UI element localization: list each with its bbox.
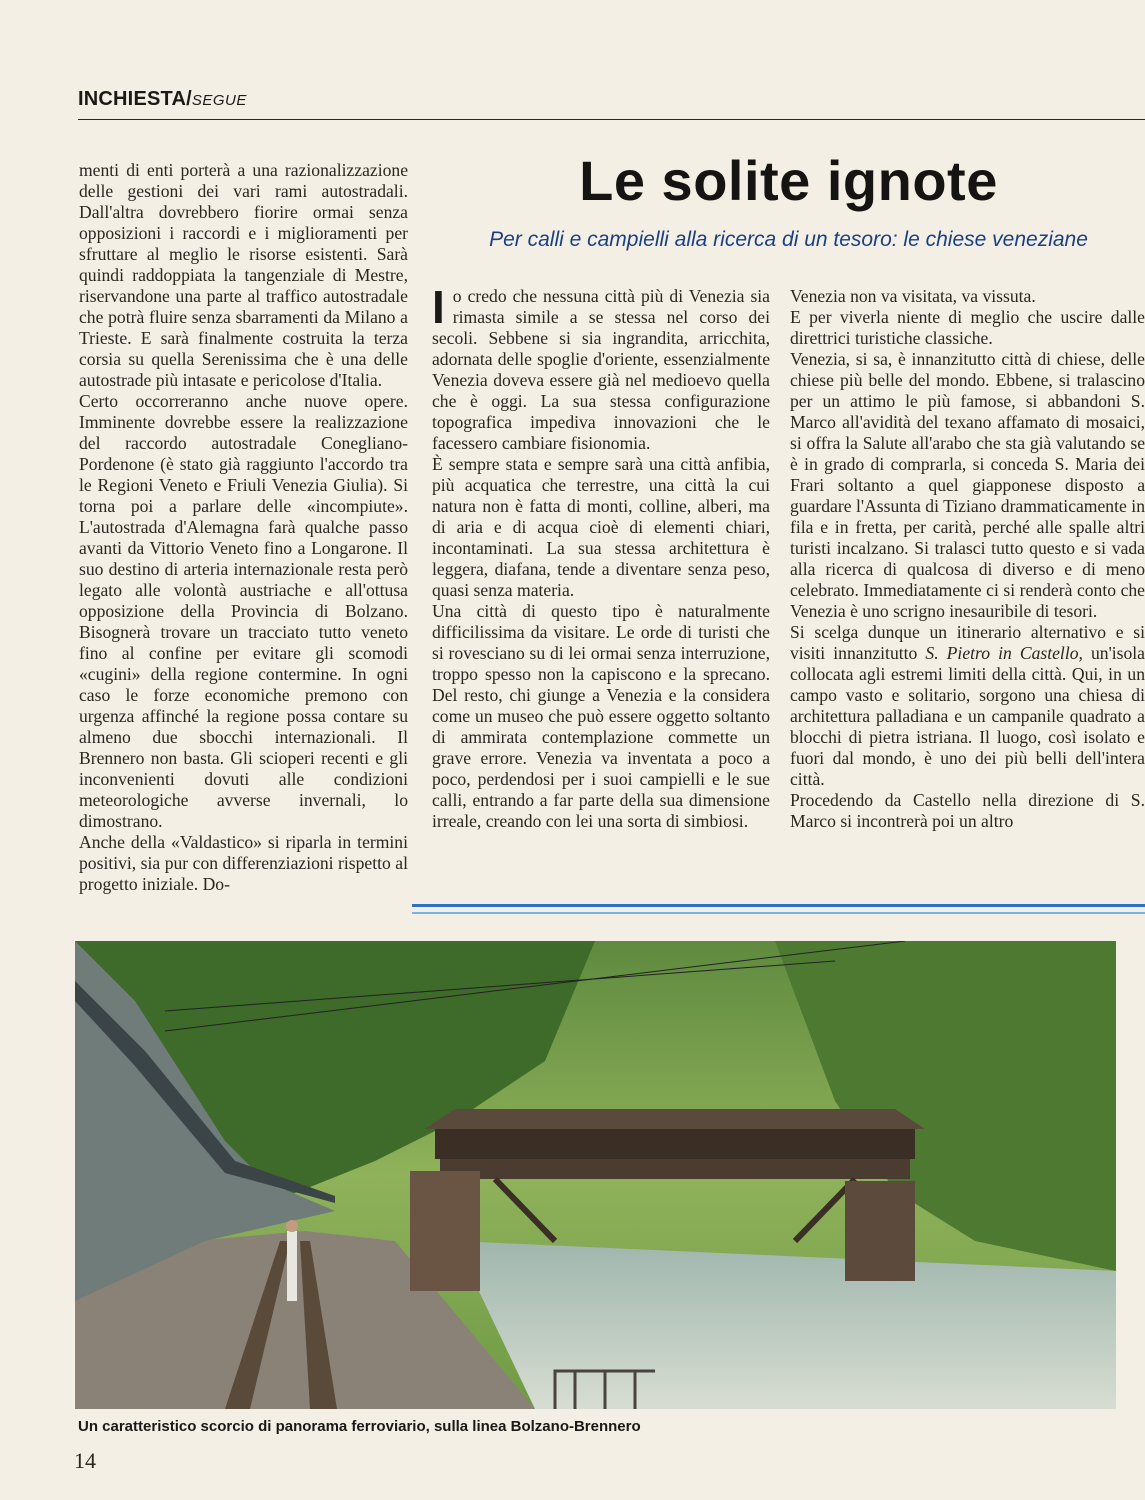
railway-photo bbox=[75, 941, 1116, 1409]
article-title: Le solite ignote bbox=[579, 149, 998, 212]
bridge-pier bbox=[410, 1171, 480, 1291]
paragraph: È sempre stata e sempre sarà una città anfibia, più acquatica che terrestre, una città la cui natura non è fatta di monti, colline, alberi, ma di aria e di acqua cioè di elementi chiari, incontaminati. La sua stessa architettura è leggera, diafana, tende a diventare senza peso, quasi senza materia. bbox=[432, 454, 770, 600]
person-head bbox=[286, 1220, 298, 1232]
section-name: INCHIESTA/ bbox=[78, 88, 192, 110]
photo-caption: Un caratteristico scorcio di panorama ferroviario, sulla linea Bolzano-Brennero bbox=[78, 1418, 641, 1435]
covered-bridge-roof bbox=[425, 1109, 925, 1129]
paragraph-text: o credo che nessuna città più di Venezia sia rimasta simile a se stessa nel corso dei secoli. Sebbene si sia ingrandita, arricchita, adornata delle spoglie d'oriente, essenzialmente Venezia doveva essere già nel medioevo quella che è oggi. La sua stessa configurazione topografica impediva innovazioni che le facessero cambiare fisionomia. bbox=[432, 286, 770, 453]
section-sub: SEGUE bbox=[191, 92, 247, 109]
paragraph: Venezia, si sa, è innanzitutto città di chiese, delle chiese più belle del mondo. Ebbene, si tralascino per un attimo le più famose, si abbandoni S. Marco all'avidità del texano affamato di mosaici, si offra la Salute all'arabo che sta già valutando se è in grado di comprarla, si conceda S. Maria dei Frari soltanto a quel giapponese disposto a guardare l'Assunta di Tiziano drammaticamente in fila e in fretta, per carità, perché alle spalle altri turisti incalzano. Si tralasci tutto questo e si vada alla ricerca di qualcosa di diverso e di meno celebrato. Immediatamente ci si renderà conto che Venezia è uno scrigno inesauribile di tesori. bbox=[790, 349, 1145, 621]
paragraph: Procedendo da Castello nella direzione di S. Marco si incontrerà poi un altro bbox=[790, 790, 1145, 831]
paragraph bbox=[432, 281, 770, 454]
paragraph: Anche della «Valdastico» si riparla in termini positivi, sia pur con differenziazioni rispetto al progetto iniziale. Do- bbox=[79, 832, 408, 894]
page-number: 14 bbox=[74, 1448, 96, 1473]
covered-bridge-roof bbox=[435, 1129, 915, 1159]
paragraph-text: un'isola collocata agli estremi limiti della città. Qui, in un campo vasto e solitario, sorgono una chiesa di architettura palladiana e un campanile quadrato a blocchi di pietra istriana. Il luogo, così isolato e fuori dal mondo, è uno dei più belli dell'intera città. bbox=[790, 643, 1145, 789]
landscape-illustration bbox=[75, 941, 1116, 1409]
person bbox=[287, 1231, 297, 1301]
paragraph: Una città di questo tipo è naturalmente difficilissima da visitare. Le orde di turisti che si rovesciano su di lei ormai senza interruzione, troppo spesso non la capiscono e la sprecano. Del resto, chi giunge a Venezia e la considera come un museo che può essere oggetto soltanto di ammirata contemplazione commette un grave errore. Venezia va inventata a poco a poco, perdendosi per i suoi campielli e le sue calli, entrando a far parte della sua dimensione irreale, creando con lei una sorta di simbiosi. bbox=[432, 601, 770, 831]
column-middle bbox=[432, 281, 770, 832]
paragraph: menti di enti porterà a una razionalizzazione delle gestioni dei vari rami autostradali. Dall'altra dovrebbero fiorire ormai senza opposizioni i raccordi e i miglioramenti per sfruttare al meglio le risorse esistenti. Sarà quindi raddoppiata la tangenziale di Mestre, riservandone una parte al traffico autostradale che potrà fluire senza sbarramenti da Milano a Trieste. E sarà finalmente costruita la terza corsia su quella Serenissima che è una delle autostrade più intasate e pericolose d'Italia. bbox=[79, 160, 408, 390]
section-header bbox=[78, 88, 247, 111]
divider-rule bbox=[412, 904, 1145, 907]
paragraph: Certo occorreranno anche nuove opere. Imminente dovrebbe essere la realizzazione del raccordo autostradale Conegliano-Pordenone (è stato già raggiunto l'accordo tra le Regioni Veneto e Friuli Venezia Giulia). Si torna poi a parlare delle «incompiute». L'autostrada d'Alemagna farà qualche passo avanti da Vittorio Veneto fino a Longarone. Il suo destino di arteria internazionale resta però legato alle volontà austriache e all'ottusa opposizione della Provincia di Bolzano. Bisognerà trovare un tracciato tutto veneto fino al confine per evitare gli scomodi «cugini» della regione contermine. In ogni caso le forze economiche premono con urgenza affinché la regione possa contare su almeno due sbocchi internazionali. Il Brennero non basta. Gli scioperi recenti e gli inconvenienti dovuti alle condizioni meteorologiche avverse invernali, lo dimostrano. bbox=[79, 391, 408, 831]
bridge-pier bbox=[845, 1181, 915, 1281]
covered-bridge-deck bbox=[440, 1159, 910, 1179]
paragraph bbox=[790, 622, 1145, 790]
paragraph-text: Si scelga dunque un itinerario alternativo e si visiti innanzitutto bbox=[790, 622, 1145, 663]
column-right bbox=[790, 286, 1145, 832]
paragraph: Venezia non va visitata, va vissuta. bbox=[790, 286, 1036, 306]
article-subtitle: Per calli e campielli alla ricerca di un tesoro: le chiese veneziane bbox=[489, 228, 1088, 251]
header-rule bbox=[78, 119, 1145, 120]
drop-cap: I bbox=[432, 281, 445, 333]
paragraph: E per viverla niente di meglio che uscire dalle direttrici turistiche classiche. bbox=[790, 307, 1145, 348]
place-name: S. Pietro in Castello, bbox=[925, 643, 1083, 663]
divider-rule bbox=[412, 912, 1145, 914]
column-left bbox=[79, 160, 408, 895]
